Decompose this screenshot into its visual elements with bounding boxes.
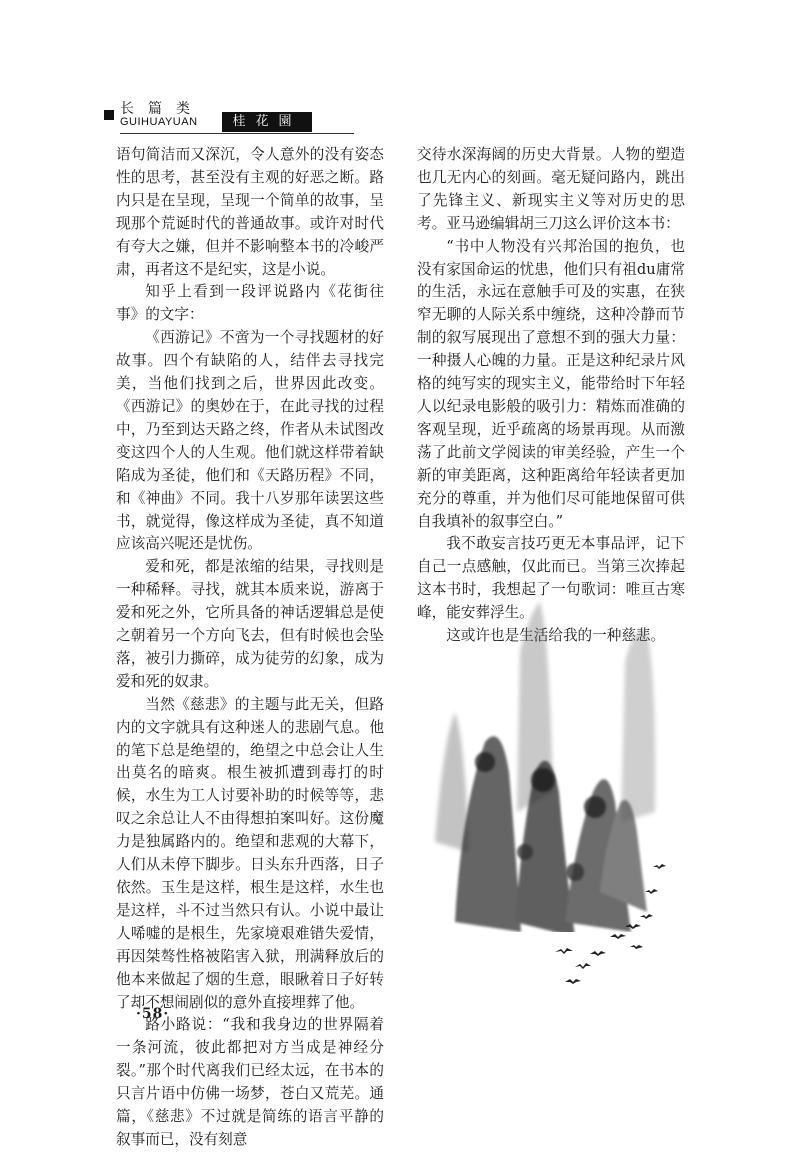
paragraph: 《西游记》不啻为一个寻找题材的好故事。四个有缺陷的人，结伴去寻找完美，当他们找到之后，世界因此改变。《西游记》的奥妙在于，在此寻找的过程中，乃至到达天路之终，作者从未试图改变这四个人的人生观。他们就这样带着缺陷成为圣徒，他们和《天路历程》不同，和《神曲》不同。我十八岁那年读罢这些书，就觉得，像这样成为圣徒，真不知道应该高兴呢还是忧伤。 (116, 329, 384, 553)
left-column (116, 144, 384, 1152)
paragraph: 语句简洁而又深沉，令人意外的没有姿态性的思考，甚至没有主观的好恶之断。路内只是在呈现，呈现一个简单的故事，呈现那个荒诞时代的普通故事。或许对时代有夸大之嫌，但并不影响整本书的冷峻严肃，再者这不是纪实，这是小说。 (116, 146, 384, 278)
paragraph: 这或许也是生活给我的一种慈悲。 (446, 627, 666, 645)
header-pinyin: GUIHUAYUAN (120, 116, 198, 128)
paragraph: 我不敢妄言技巧更无本事品评，记下自己一点感触，仅此而已。当第三次捧起这本书时，我想起了一句歌词：唯亘古寒峰，能安葬浮生。 (417, 535, 685, 622)
header-marker (104, 110, 114, 120)
ink-mountain-illustration (425, 592, 685, 1012)
page-number: ·58· (136, 1006, 170, 1022)
header-section-title: 桂花園 (222, 112, 312, 132)
paragraph: 当然《慈悲》的主题与此无关，但路内的文字就具有这种迷人的悲剧气息。他的笔下总是绝望的，绝望之中总会让人生出莫名的暗爽。根生被抓遭到毒打的时候，水生为工人讨要补助的时候等等，悲叹之余总让人不由得想拍案叫好。这份魔力是独属路内的。绝望和悲观的大幕下，人们从未停下脚步。日头东升西落，日子依然。玉生是这样，根生是这样，水生也是这样，斗不过当然只有认。小说中最让人唏嘘的是根生，先家境艰难错失爱情，再因桀骜性格被陷害入狱，刑满释放后的他本来做起了烟的生意，眼瞅着日子好转了却不想闹剧似的意外直接埋葬了他。 (116, 695, 384, 1011)
right-column (417, 144, 685, 648)
paragraph: 交待水深海阔的历史大背景。人物的塑造也几无内心的刻画。毫无疑问路内，跳出了先锋主义、新现实主义等对历史的思考。亚马逊编辑胡三刀这么评价这本书： (417, 146, 685, 232)
paragraph: 路小路说：“我和我身边的世界隔着一条河流，彼此都把对方当成是神经分裂。”那个时代离我们已经太远，在书本的只言片语中仿佛一场梦，苍白又荒芜。通篇，《慈悲》不过就是简练的语言平静的叙事而已，没有刻意 (116, 1016, 384, 1148)
section-header (104, 96, 354, 136)
quote-paragraph: “书中人物没有兴邦治国的抱负，也没有家国命运的忧患，他们只有祖du庸常的生活，永远在意触手可及的实惠，在狭窄无聊的人际关系中缠绕，这种冷静而节制的叙写展现出了意想不到的强大力量：一种摄人心魄的力量。正是这种纪录片风格的纯写实的现实主义，能带给时下年轻人以纪录电影般的吸引力：精炼而准确的客观呈现，近乎疏离的场景再现。从而激荡了此前文学阅读的审美经验，产生一个新的审美距离，这种距离给年轻读者更加充分的尊重，并为他们尽可能地保留可供自我填补的叙事空白。” (417, 237, 685, 530)
paragraph: 爱和死，都是浓缩的结果，寻找则是一种稀释。寻找，就其本质来说，游离于爱和死之外，它所具备的神话逻辑总是使之朝着另一个方向飞去，但有时候也会坠落，被引力撕碎，成为徒劳的幻象，成为爱和死的奴隶。 (116, 558, 384, 690)
header-rule (120, 133, 354, 134)
header-category: 长篇类 (120, 101, 204, 117)
paragraph: 知乎上看到一段评说路内《花街往事》的文字： (116, 283, 384, 324)
